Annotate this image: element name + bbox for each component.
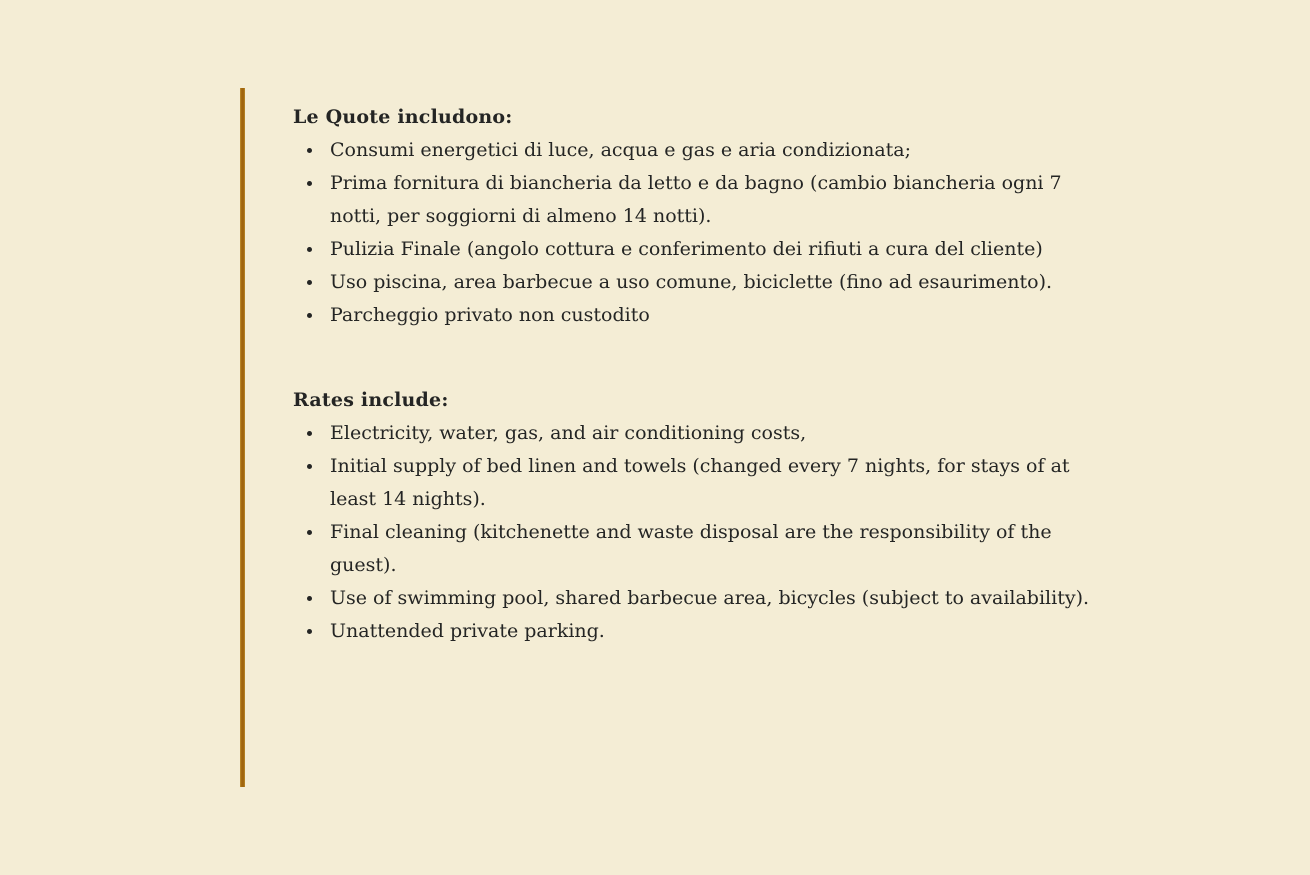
list-item: Consumi energetici di luce, acqua e gas e aria condizionata; [293,134,1115,167]
list-item: Initial supply of bed linen and towels (changed every 7 nights, for stays of at least 14 nights). [293,450,1115,516]
bullet-list-english [293,417,1115,648]
list-item: Final cleaning (kitchenette and waste disposal are the responsibility of the guest). [293,516,1115,582]
section-heading-english: Rates include: [293,389,449,411]
vertical-accent-bar [240,88,245,787]
content-area [293,101,1115,648]
list-item: Unattended private parking. [293,615,1115,648]
list-item: Uso piscina, area barbecue a uso comune, biciclette (fino ad esaurimento). [293,266,1115,299]
list-item: Parcheggio privato non custodito [293,299,1115,332]
list-item: Use of swimming pool, shared barbecue area, bicycles (subject to availability). [293,582,1115,615]
bullet-list-italian [293,134,1115,332]
section-heading-italian: Le Quote includono: [293,106,513,128]
list-item: Prima fornitura di biancheria da letto e da bagno (cambio biancheria ogni 7 notti, per soggiorni di almeno 14 notti). [293,167,1115,233]
section-rates-english [293,384,1115,648]
list-item: Pulizia Finale (angolo cottura e conferimento dei rifiuti a cura del cliente) [293,233,1115,266]
list-item: Electricity, water, gas, and air conditioning costs, [293,417,1115,450]
section-rates-italian [293,101,1115,332]
